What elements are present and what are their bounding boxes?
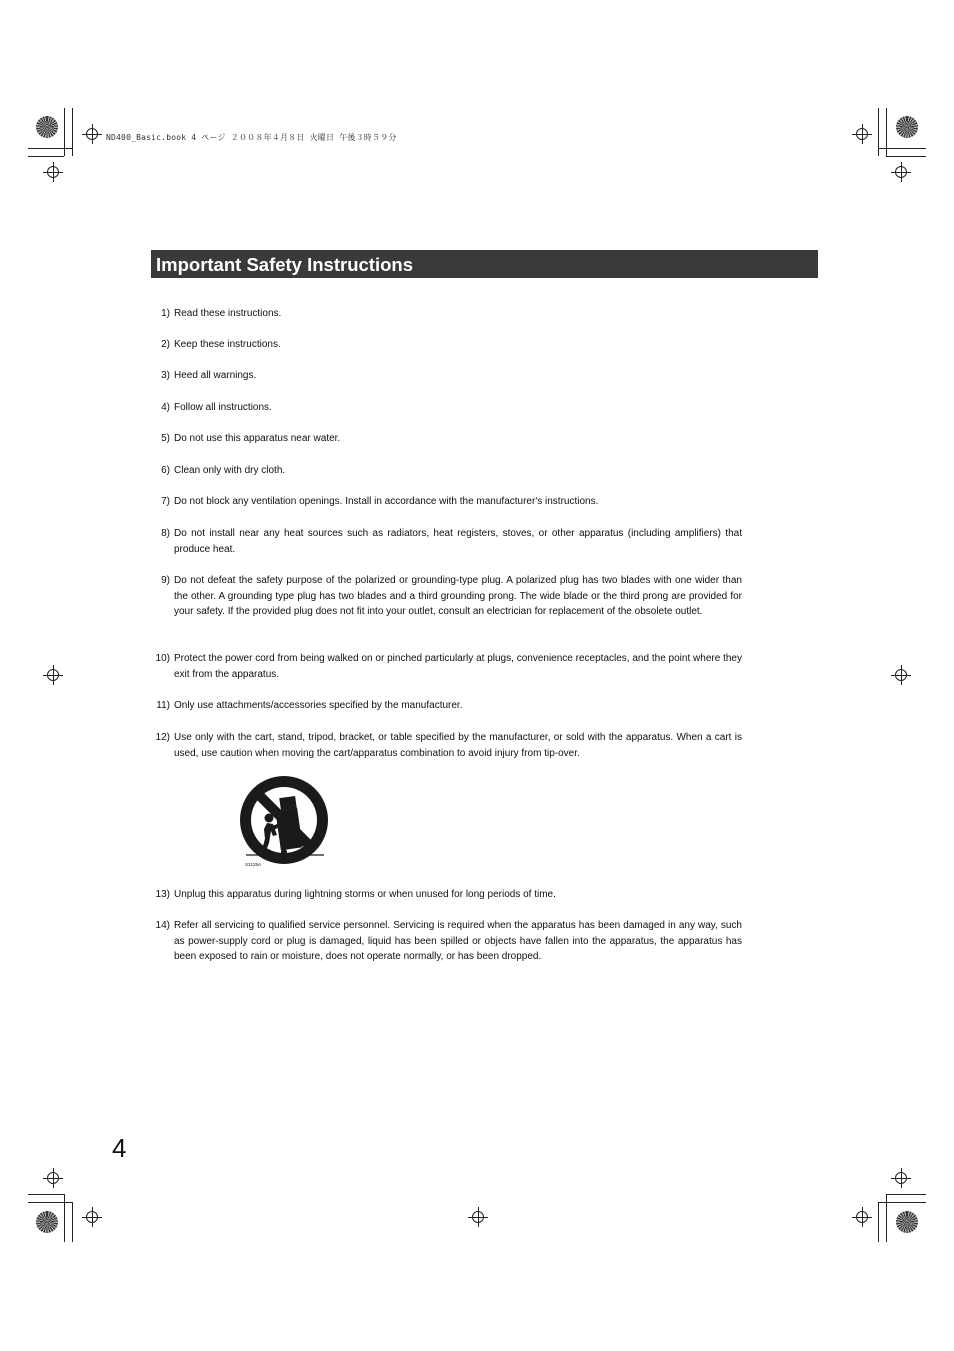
- item-text: Unplug this apparatus during lightning storms or when unused for long periods of time.: [174, 889, 556, 900]
- registration-star-icon: [896, 1211, 918, 1233]
- item-number: 4): [161, 402, 170, 413]
- trim-line: [72, 1202, 73, 1242]
- item-number: 12): [155, 732, 170, 743]
- print-header-meta: ND400_Basic.book 4 ページ ２００８年４月８日 火曜日 午後３時５９分: [106, 133, 397, 142]
- item-text: Read these instructions.: [174, 308, 282, 319]
- item-text: Do not defeat the safety purpose of the polarized or grounding-type plug. A polarized plug has two blades with one wider than the other. A grounding type plug has two blades and a third grounding prong. The wide blade or the third prong are provided for your safety. If the provided plug does not fit into your outlet, consult an electrician for replacement of the obsolete outlet.: [174, 575, 742, 618]
- cart-tipover-warning-icon: [236, 773, 332, 869]
- item-text: Keep these instructions.: [174, 339, 281, 350]
- item-text: Protect the power cord from being walked on or pinched particularly at plugs, convenience receptacles, and the point where they exit from the apparatus.: [174, 653, 742, 680]
- item-text: Follow all instructions.: [174, 402, 272, 413]
- registration-star-icon: [36, 1211, 58, 1233]
- item-number: 10): [155, 653, 170, 664]
- registration-star-icon: [36, 116, 58, 138]
- registration-target-icon: [856, 1211, 868, 1223]
- page-title: Important Safety Instructions: [156, 254, 413, 275]
- item-text: Only use attachments/accessories specified by the manufacturer.: [174, 700, 463, 711]
- item-number: 11): [156, 700, 170, 711]
- page-number: 4: [112, 1133, 127, 1163]
- item-text: Refer all servicing to qualified service personnel. Servicing is required when the apparatus has been damaged in any way, such as power-supply cord or plug is damaged, liquid has been spilled or objects have fallen into the apparatus, the apparatus has been exposed to rain or moisture, does not operate normally, or has been dropped.: [174, 920, 742, 963]
- trim-line: [878, 1202, 926, 1203]
- item-number: 8): [161, 528, 170, 539]
- registration-target-icon: [895, 166, 907, 178]
- item-number: 7): [161, 496, 170, 507]
- registration-target-icon: [895, 669, 907, 681]
- item-number: 3): [161, 370, 170, 381]
- cart-symbol-code: S3125A: [245, 862, 262, 867]
- registration-target-icon: [47, 1172, 59, 1184]
- trim-line: [28, 148, 72, 149]
- item-text: Do not use this apparatus near water.: [174, 433, 341, 444]
- item-number: 2): [161, 339, 170, 350]
- registration-target-icon: [895, 1172, 907, 1184]
- trim-line: [28, 1202, 72, 1203]
- item-text: Do not block any ventilation openings. Install in accordance with the manufacturer's instructions.: [174, 496, 599, 507]
- item-text: Use only with the cart, stand, tripod, bracket, or table specified by the manufacturer, or sold with the apparatus. When a cart is used, use caution when moving the cart/apparatus combination to avoid injury from tip-over.: [174, 732, 742, 759]
- registration-target-icon: [856, 128, 868, 140]
- trim-line: [886, 156, 926, 157]
- registration-target-icon: [47, 669, 59, 681]
- trim-line: [72, 108, 73, 156]
- item-text: Clean only with dry cloth.: [174, 465, 286, 476]
- trim-line: [878, 1202, 879, 1242]
- item-number: 14): [155, 920, 170, 931]
- item-number: 1): [161, 308, 170, 319]
- item-text: Do not install near any heat sources such as radiators, heat registers, stoves, or other apparatus (including amplifiers) that produce heat.: [174, 528, 742, 555]
- registration-target-icon: [47, 166, 59, 178]
- trim-line: [878, 148, 926, 149]
- item-number: 9): [161, 575, 170, 586]
- registration-target-icon: [86, 1211, 98, 1223]
- item-number: 6): [161, 465, 170, 476]
- registration-target-icon: [86, 128, 98, 140]
- item-number: 5): [161, 433, 170, 444]
- trim-line: [28, 156, 64, 157]
- trim-line: [28, 1194, 64, 1195]
- registration-star-icon: [896, 116, 918, 138]
- section-title-bar: [151, 250, 818, 278]
- trim-line: [886, 1194, 926, 1195]
- item-text: Heed all warnings.: [174, 370, 257, 381]
- registration-target-icon: [472, 1211, 484, 1223]
- item-number: 13): [155, 889, 170, 900]
